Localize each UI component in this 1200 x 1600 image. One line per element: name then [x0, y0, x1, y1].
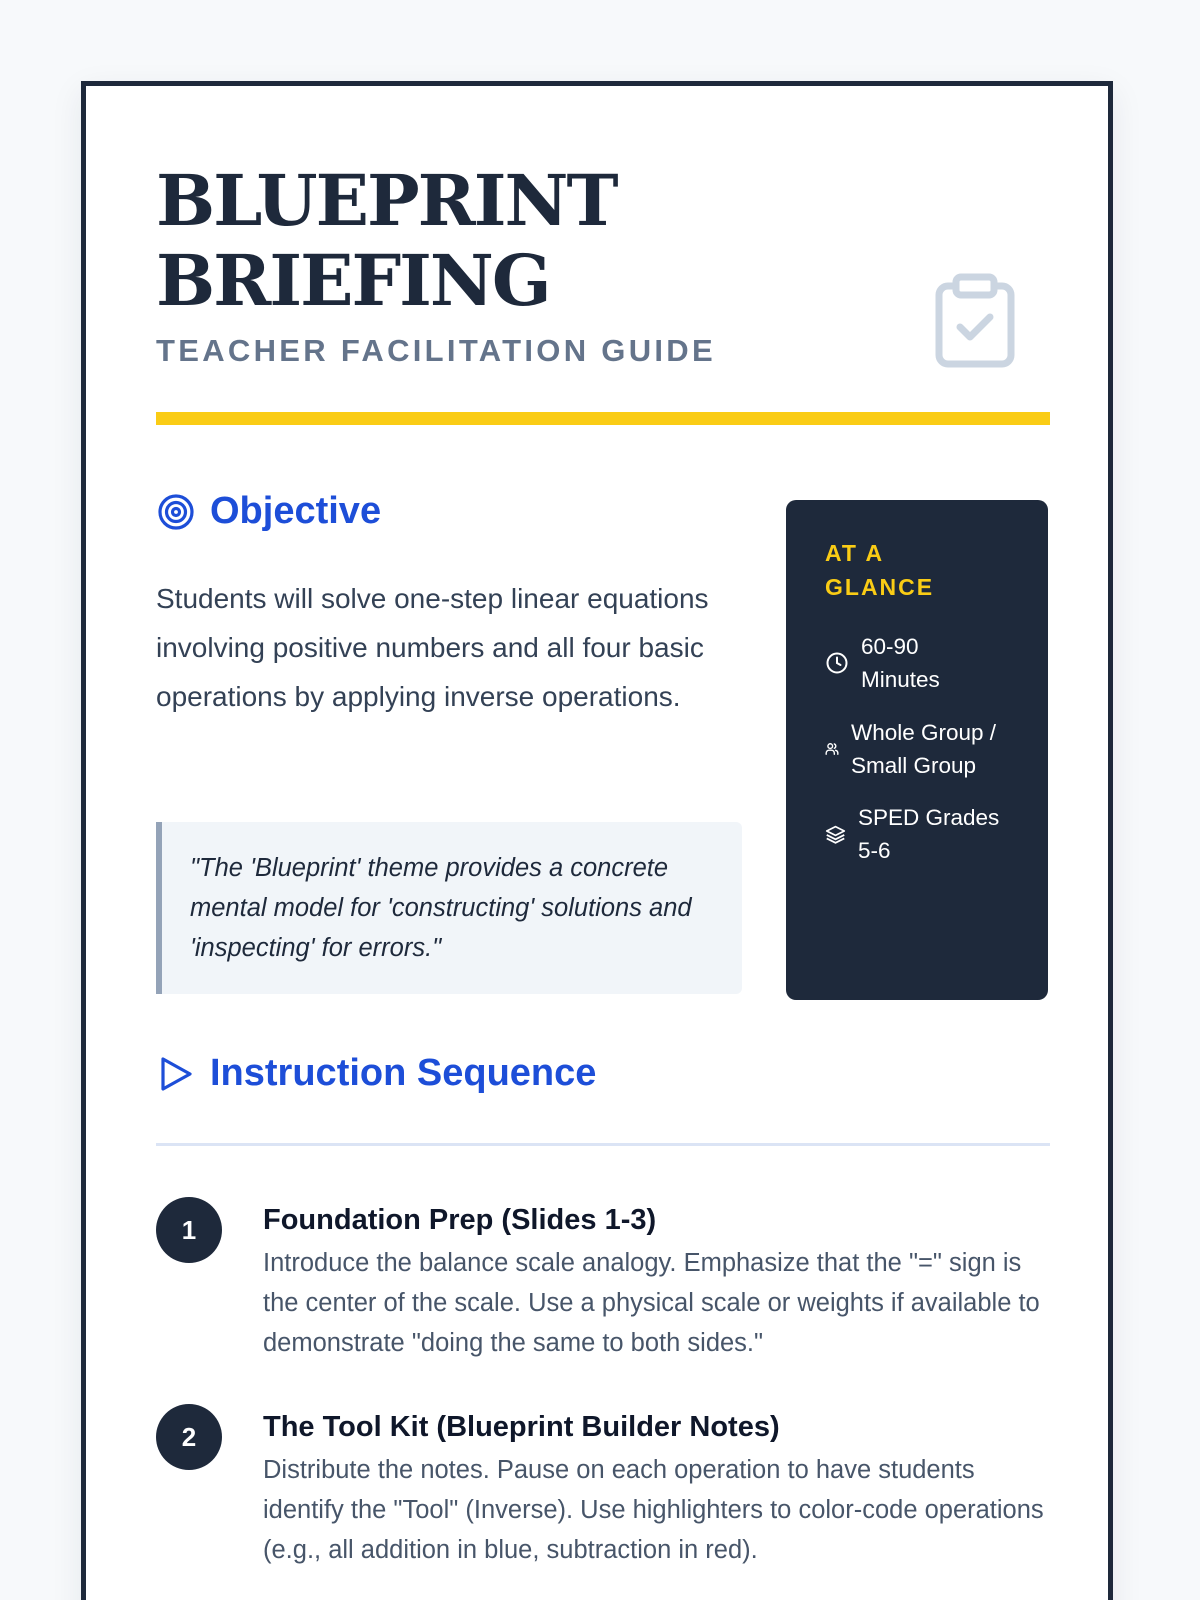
step-number-badge: 1	[156, 1197, 222, 1263]
step-description: Distribute the notes. Pause on each operation to have students identify the "Tool" (Inverse). Use highlighters to color-code operations (e.g., all addition in blue, subtraction in red).	[263, 1456, 1044, 1564]
clipboard-check-icon	[934, 273, 1016, 368]
glance-item-duration	[825, 630, 971, 696]
users-icon	[825, 742, 839, 756]
page-subtitle: TEACHER FACILITATION GUIDE	[156, 333, 716, 368]
clock-icon	[825, 651, 849, 675]
glance-title: AT A GLANCE	[825, 540, 935, 600]
instruction-heading	[156, 1052, 596, 1095]
objective-heading-label: Objective	[210, 490, 382, 532]
step-number-badge: 2	[156, 1404, 222, 1470]
glance-item-grouping	[825, 716, 1011, 782]
objective-text: Students will solve one-step linear equations involving positive numbers and all four basic operations by applying inverse operations.	[156, 583, 709, 712]
glance-item-text: 60-90 Minutes	[861, 634, 940, 692]
title-line-1: BLUEPRINT	[156, 159, 617, 242]
step-description: Introduce the balance scale analogy. Emphasize that the "=" sign is the center of the scale. Use a physical scale or weights if available to demonstrate "doing the same to both sides."	[263, 1249, 1040, 1357]
header-divider	[156, 412, 1050, 425]
instruction-divider	[156, 1143, 1050, 1146]
glance-item-text: Whole Group / Small Group	[851, 720, 997, 778]
instruction-heading-label: Instruction Sequence	[210, 1052, 597, 1094]
title-line-2: BRIEFING	[156, 239, 550, 322]
quote-text: "The 'Blueprint' theme provides a concrete mental model for 'constructing' solutions and 'inspecting' for errors."	[190, 854, 692, 962]
glance-item-grades	[825, 801, 1018, 867]
guide-page	[81, 81, 1113, 1600]
target-icon	[156, 492, 196, 532]
objective-heading	[156, 490, 381, 533]
at-a-glance-card	[786, 500, 1048, 1000]
step-title: Foundation Prep (Slides 1-3)	[263, 1204, 657, 1236]
glance-item-text: SPED Grades 5-6	[858, 805, 1000, 863]
page-title	[156, 161, 617, 321]
objective-quote	[156, 822, 742, 994]
layers-icon	[825, 824, 846, 845]
play-icon	[156, 1054, 196, 1094]
step-title: The Tool Kit (Blueprint Builder Notes)	[263, 1411, 780, 1443]
